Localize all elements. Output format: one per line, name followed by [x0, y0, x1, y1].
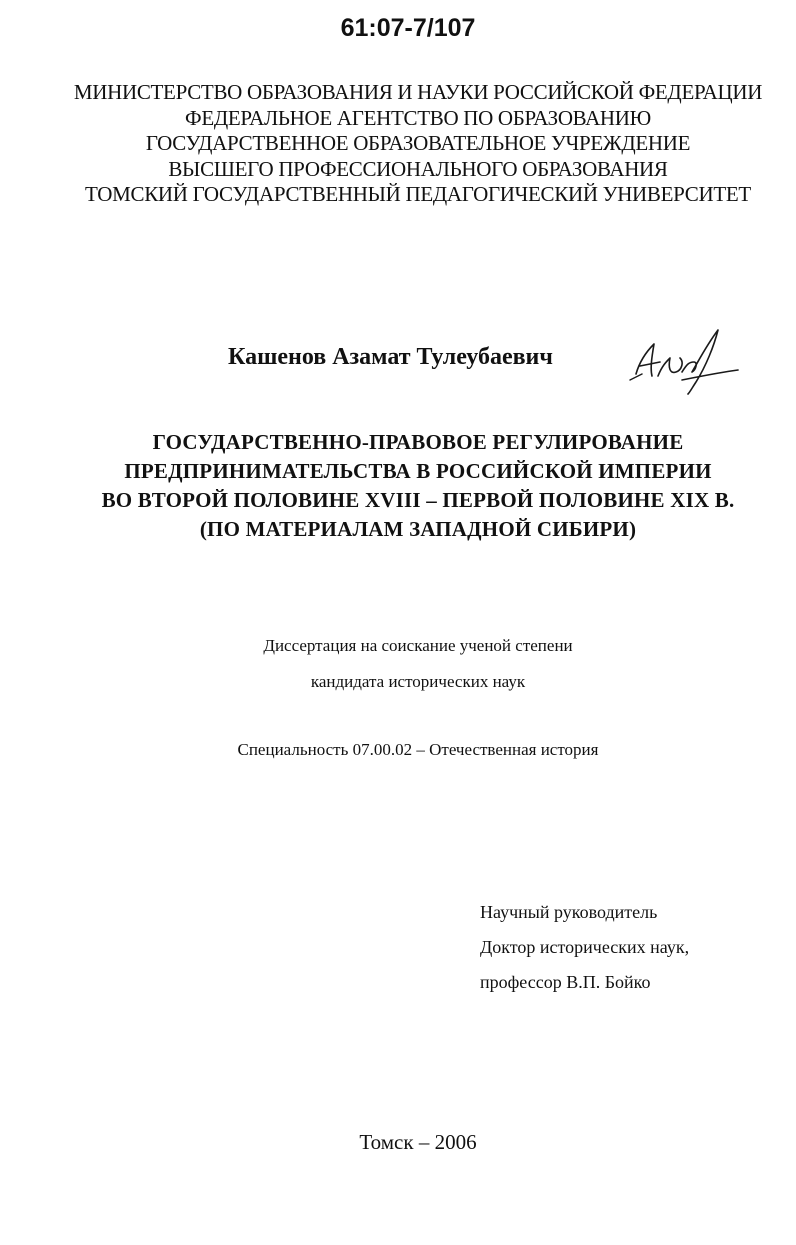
- degree-line: Диссертация на соискание ученой степени: [263, 636, 573, 655]
- dissertation-title: [0, 428, 796, 544]
- supervisor-block: [480, 895, 689, 1000]
- title-line: ПРЕДПРИНИМАТЕЛЬСТВА В РОССИЙСКОЙ ИМПЕРИИ: [124, 459, 712, 483]
- title-line: (ПО МАТЕРИАЛАМ ЗАПАДНОЙ СИБИРИ): [199, 517, 637, 541]
- specialty: Специальность 07.00.02 – Отечественная история: [237, 740, 599, 759]
- degree-line: кандидата исторических наук: [310, 672, 526, 691]
- organization-line: ФЕДЕРАЛЬНОЕ АГЕНТСТВО ПО ОБРАЗОВАНИЮ: [185, 105, 651, 130]
- title-line: ГОСУДАРСТВЕННО-ПРАВОВОЕ РЕГУЛИРОВАНИЕ: [152, 430, 684, 454]
- archive-code: 61:07-7/107: [340, 14, 476, 42]
- author-row: [228, 337, 553, 377]
- title-line: ВО ВТОРОЙ ПОЛОВИНЕ XVIII – ПЕРВОЙ ПОЛОВИНЕ XIX В.: [101, 488, 735, 512]
- supervisor-line: профессор В.П. Бойко: [480, 972, 651, 992]
- organization-line: ГОСУДАРСТВЕННОЕ ОБРАЗОВАТЕЛЬНОЕ УЧРЕЖДЕНИЕ: [145, 131, 691, 155]
- organization-line: ТОМСКИЙ ГОСУДАРСТВЕННЫЙ ПЕДАГОГИЧЕСКИЙ УНИВЕРСИТЕТ: [85, 182, 751, 206]
- organization-line: МИНИСТЕРСТВО ОБРАЗОВАНИЯ И НАУКИ РОССИЙСКОЙ ФЕДЕРАЦИИ: [73, 80, 763, 104]
- author-name: Кашенов Азамат Тулеубаевич: [228, 343, 553, 370]
- supervisor-line: Научный руководитель: [480, 902, 658, 922]
- degree-statement: [0, 628, 796, 700]
- supervisor-line: Доктор исторических наук,: [480, 937, 690, 957]
- signature-icon: [622, 322, 742, 402]
- city-year: Томск – 2006: [359, 1130, 477, 1154]
- organization-line: ВЫСШЕГО ПРОФЕССИОНАЛЬНОГО ОБРАЗОВАНИЯ: [168, 156, 668, 181]
- organization-header: [0, 80, 796, 208]
